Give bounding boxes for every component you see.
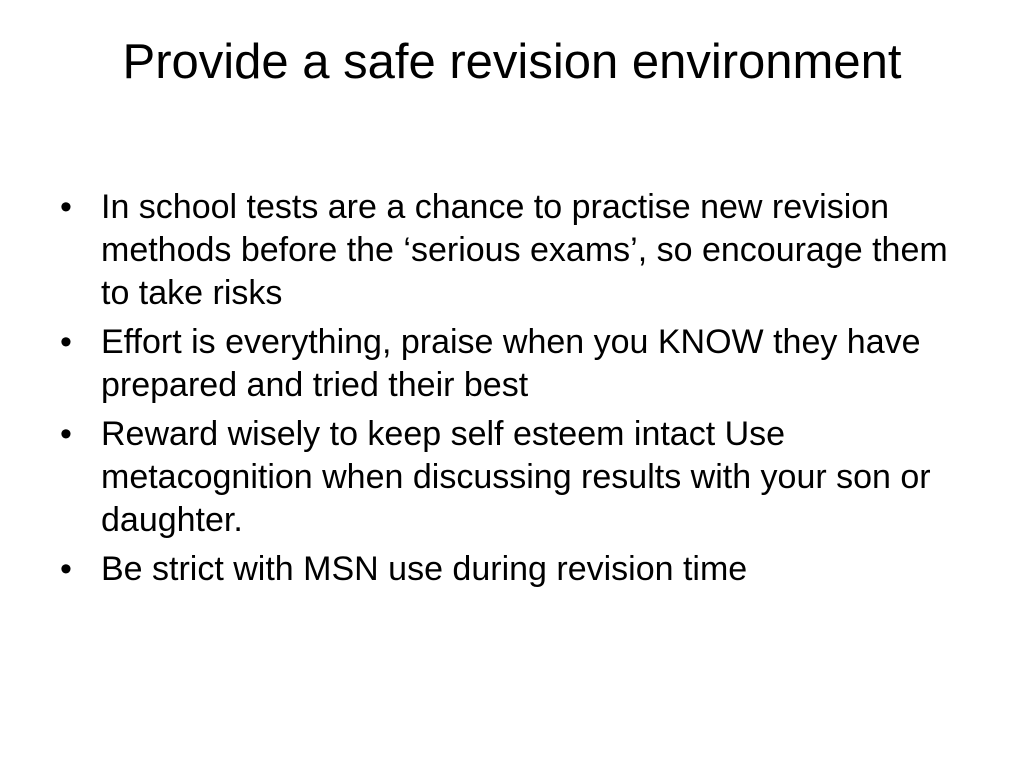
bullet-icon: • (60, 415, 72, 453)
bullet-text: Effort is everything, praise when you KNOW they have prepared and tried their best (101, 323, 921, 404)
bullet-list (60, 186, 960, 597)
bullet-item (60, 413, 960, 542)
bullet-text: In school tests are a chance to practise new revision methods before the ‘serious exams’, so encourage them to take risks (101, 188, 948, 312)
bullet-icon: • (60, 550, 72, 588)
bullet-icon: • (60, 188, 72, 226)
bullet-text: Reward wisely to keep self esteem intact Use metacognition when discussing results with your son or daughter. (101, 415, 931, 539)
bullet-item (60, 321, 960, 407)
bullet-item (60, 186, 960, 315)
slide-title: Provide a safe revision environment (122, 35, 902, 89)
bullet-icon: • (60, 323, 72, 361)
bullet-text: Be strict with MSN use during revision time (101, 550, 748, 588)
bullet-item (60, 548, 960, 591)
